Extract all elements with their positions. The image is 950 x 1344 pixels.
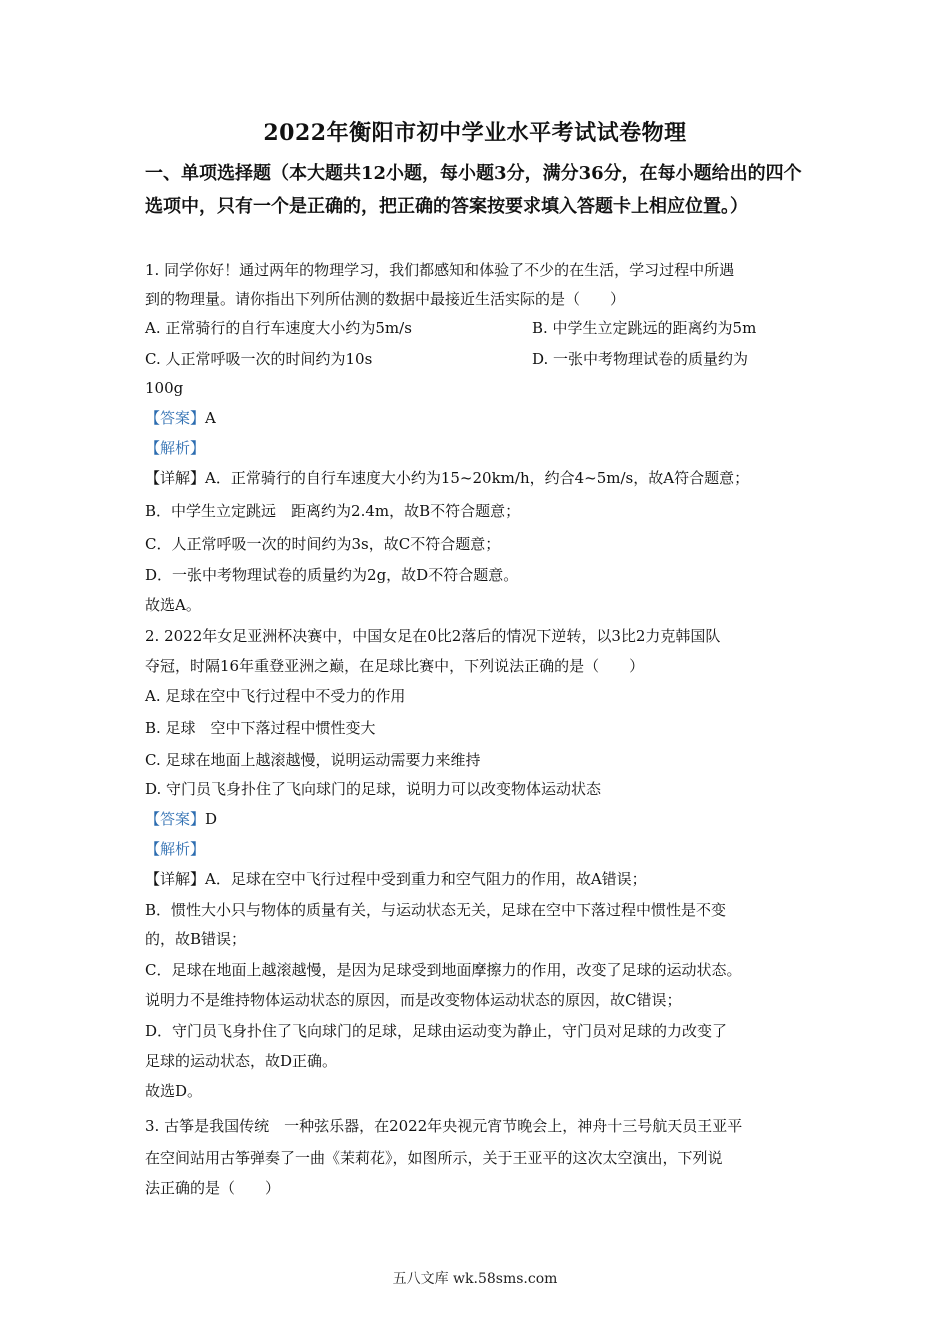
q2-detail-line1 [145,869,647,889]
q1-detail-line4: D．一张中考物理试卷的质量约为2g，故D不符合题意。 [145,566,519,584]
q1-option-d: D. 一张中考物理试卷的质量约为 [532,350,749,368]
q2-option-d: D. 守门员飞身扑住了飞向球门的足球，说明力可以改变物体运动状态 [145,780,602,798]
detail-text: A．足球在空中飞行过程中受到重力和空气阻力的作用，故A错误； [205,870,647,888]
detail-tag: 【详解】 [145,870,206,888]
q2-stem-line2: 夺冠，时隔16年重登亚洲之巅，在足球比赛中，下列说法正确的是（ ） [145,657,645,675]
q2-detail-line5: 说明力不是维持物体运动状态的原因，而是改变物体运动状态的原因，故C错误； [145,991,682,1009]
section-heading: 一、单项选择题（本大题共12小题，每小题3分，满分36分，在每小题给出的四个选项中，只有一个是正确的，把正确的答案按要求填入答题卡上相应位置。） [145,163,802,217]
answer-value: D [205,810,218,828]
q2-option-b: B. 足球 空中下落过程中惯性变大 [145,719,376,737]
detail-tag: 【详解】 [145,469,206,487]
q3-stem-line2: 在空间站用古筝弹奏了一曲《茉莉花》，如图所示，关于王亚平的这次太空演出，下列说 [145,1149,723,1167]
detail-text: A．正常骑行的自行车速度大小约为15~20km/h，约合4~5m/s，故A符合题意； [205,469,750,487]
footer-watermark: 五八文库 wk.58sms.com [392,1271,558,1287]
q1-option-d-cont: 100g [145,379,184,397]
q2-conclusion: 故选D。 [145,1082,203,1100]
q1-detail-line1 [145,468,749,488]
q1-answer [145,408,216,428]
q2-option-a: A. 足球在空中飞行过程中不受力的作用 [145,687,406,705]
q1-detail-line3: C．人正常呼吸一次的时间约为3s，故C不符合题意； [145,535,501,553]
q2-detail-line7: 足球的运动状态，故D正确。 [145,1052,338,1070]
q1-detail-line2: B．中学生立定跳远 距离约为2.4m，故B不符合题意； [145,502,521,520]
q2-answer [145,809,217,829]
q2-stem-line1: 2. 2022年女足亚洲杯决赛中，中国女足在0比2落后的情况下逆转，以3比2力克韩国队 [145,627,721,645]
q2-detail-line2: B．惯性大小只与物体的质量有关，与运动状态无关，足球在空中下落过程中惯性是不变 [145,901,727,919]
q2-detail-line4: C．足球在地面上越滚越慢，是因为足球受到地面摩擦力的作用，改变了足球的运动状态。 [145,961,742,979]
q1-stem-line1: 1. 同学你好！通过两年的物理学习，我们都感知和体验了不少的在生活，学习过程中所遇 [145,261,735,279]
q3-stem-line3: 法正确的是（ ） [145,1179,281,1197]
q1-conclusion: 故选A。 [145,596,201,614]
q3-stem-line1: 3. 古筝是我国传统 一种弦乐器，在2022年央视元宵节晚会上，神舟十三号航天员王亚平 [145,1117,743,1135]
q1-option-b: B. 中学生立定跳远的距离约为5m [532,319,757,337]
q1-analysis-tag: 【解析】 [145,439,206,457]
q2-detail-line6: D．守门员飞身扑住了飞向球门的足球，足球由运动变为静止，守门员对足球的力改变了 [145,1022,728,1040]
page-title: 2022年衡阳市初中学业水平考试试卷物理 [263,120,687,146]
answer-tag: 【答案】 [145,810,206,828]
q1-stem-line2: 到的物理量。请你指出下列所估测的数据中最接近生活实际的是（ ） [145,290,626,308]
answer-tag: 【答案】 [145,409,206,427]
q1-option-c: C. 人正常呼吸一次的时间约为10s [145,350,373,368]
answer-value: A [205,409,216,427]
q1-option-a: A. 正常骑行的自行车速度大小约为5m/s [145,319,412,337]
q2-option-c: C. 足球在地面上越滚越慢，说明运动需要力来维持 [145,751,481,769]
q2-detail-line3: 的，故B错误； [145,930,247,948]
q2-analysis-tag: 【解析】 [145,840,206,858]
